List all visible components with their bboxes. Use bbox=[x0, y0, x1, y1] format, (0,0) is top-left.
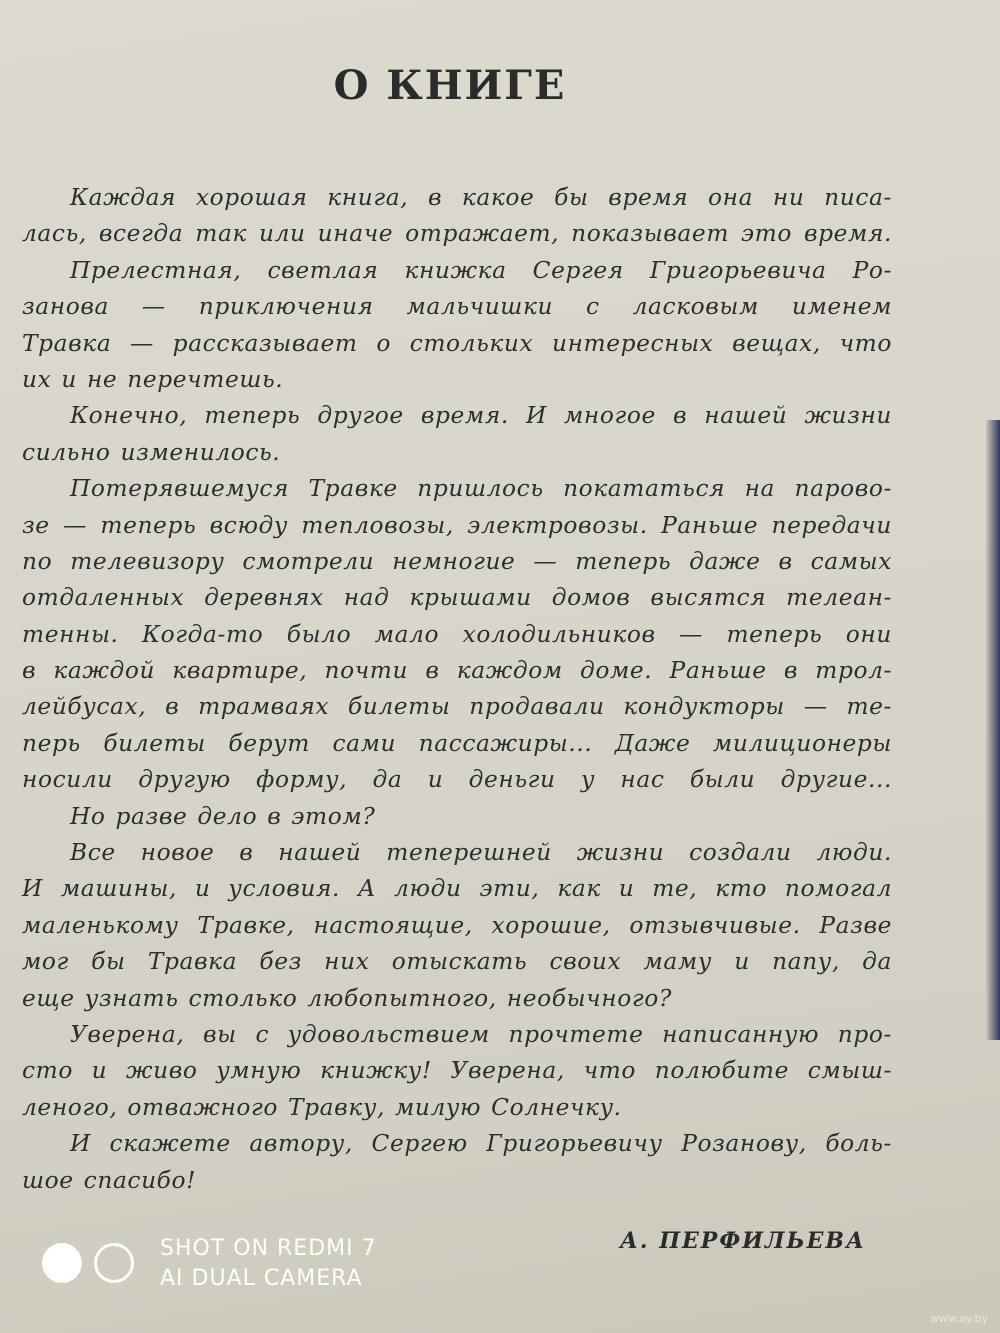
text-line: Прелестная, светлая книжка Сергея Григорьевича Ро- bbox=[70, 256, 892, 284]
text-line: Уверена, вы с удовольствием прочтете написанную про- bbox=[70, 1020, 892, 1048]
text-line: по телевизору смотрели немногие — теперь даже в самых bbox=[22, 547, 892, 575]
watermark-line-2: AI DUAL CAMERA bbox=[160, 1266, 363, 1291]
text-line: тенны. Когда-то было мало холодильников — теперь они bbox=[22, 620, 892, 648]
text-line: шое спасибо! bbox=[22, 1166, 197, 1194]
site-watermark: www.ay.by bbox=[929, 1312, 988, 1325]
text-line: И машины, и условия. А люди эти, как и те, кто помогал bbox=[22, 875, 892, 903]
text-line: еще узнать столько любопытного, необычного? bbox=[22, 984, 672, 1012]
text-line: зе — теперь всюду тепловозы, электровозы. Раньше передачи bbox=[22, 511, 892, 539]
text-line: занова — приключения мальчишки с ласковым именем bbox=[22, 293, 892, 321]
text-line: Но разве дело в этом? bbox=[70, 802, 376, 830]
text-line: лейбусах, в трамваях билеты продавали кондукторы — те- bbox=[22, 693, 892, 721]
page-title: О КНИГЕ bbox=[333, 62, 567, 109]
watermark-line-1: SHOT ON REDMI 7 bbox=[160, 1236, 377, 1261]
camera-lens-ring-icon bbox=[94, 1243, 134, 1283]
text-line: лась, всегда так или иначе отражает, показывает это время. bbox=[22, 220, 892, 248]
camera-lens-filled-icon bbox=[42, 1243, 82, 1283]
text-line: сильно изменилось. bbox=[22, 438, 281, 466]
text-line: Каждая хорошая книга, в какое бы время она ни писа- bbox=[70, 184, 892, 211]
text-line: Травка — рассказывает о стольких интересных вещах, что bbox=[22, 329, 892, 357]
text-line: сто и живо умную книжку! Уверена, что полюбите смыш- bbox=[22, 1057, 892, 1085]
text-line: в каждой квартире, почти в каждом доме. Раньше в трол- bbox=[22, 657, 892, 685]
text-line: Потерявшемуся Травке пришлось покататься на парово- bbox=[70, 475, 892, 503]
camera-watermark bbox=[160, 1234, 377, 1294]
text-line: И скажете автору, Сергею Григорьевичу Розанову, боль- bbox=[70, 1130, 892, 1158]
text-line: леного, отважного Травку, милую Солнечку. bbox=[22, 1093, 622, 1121]
author-signature: А. ПЕРФИЛЬЕВА bbox=[620, 1228, 866, 1254]
text-line: Конечно, теперь другое время. И многое в нашей жизни bbox=[70, 402, 892, 430]
camera-logo-icon bbox=[42, 1243, 138, 1285]
text-line: отдаленных деревнях над крышами домов высятся телеан- bbox=[22, 584, 892, 612]
text-line: носили другую форму, да и деньги у нас были другие... bbox=[22, 766, 892, 794]
text-line: мог бы Травка без них отыскать своих маму и папу, да bbox=[22, 948, 892, 976]
text-line: перь билеты берут сами пассажиры... Даже милиционеры bbox=[22, 729, 892, 757]
text-line: их и не перечтешь. bbox=[22, 365, 284, 393]
next-page-edge bbox=[986, 420, 1000, 1040]
text-line: Все новое в нашей теперешней жизни создали люди. bbox=[70, 839, 892, 867]
text-line: маленькому Травке, настоящие, хорошие, отзывчивые. Разве bbox=[22, 911, 892, 939]
body-text bbox=[22, 180, 892, 1199]
